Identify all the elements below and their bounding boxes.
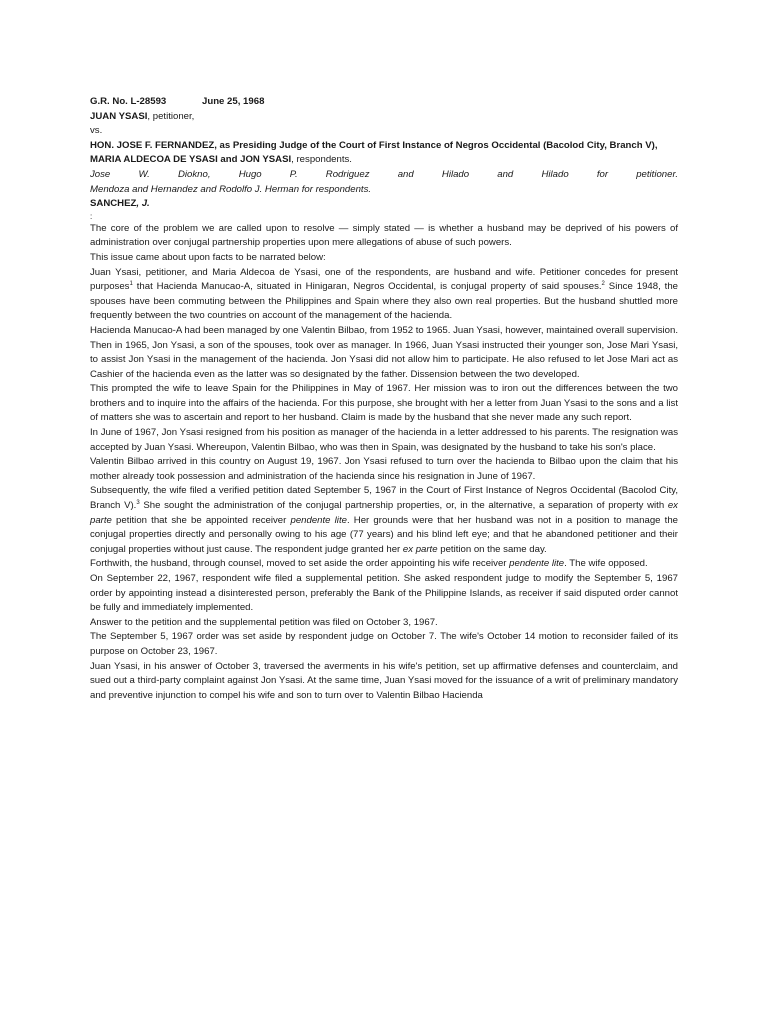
paragraph-2-text-c: Since 1948, the spouses have been commuting between the Philippines and Spain where they also own real properties. But the husband shuttled more frequently between the two countries on account of the management of the hacienda. — [90, 281, 678, 322]
latin-term: ex parte — [90, 500, 678, 526]
footnote-ref-1[interactable]: 1 — [129, 280, 133, 287]
ponente-title: , J. — [136, 198, 150, 210]
paragraph-9b: The September 5, 1967 order was set aside by respondent judge on October 7. The wife's October 14 motion to reconsider failed of its purpose on October 23, 1967. — [90, 631, 678, 657]
versus: vs. — [90, 125, 103, 137]
paragraph-5b: Valentin Bilbao arrived in this country on August 19, 1967. Jon Ysasi refused to turn over the hacienda to Bilbao upon the claim that his mother already took possession and administration of the hacienda since his resignation in June of 1967. — [90, 456, 678, 482]
respondent-judge-title: , as Presiding Judge of the Court of First Instance of Negros Occidental (Bacolod City, Branch V), — [214, 139, 658, 151]
counsel-word: Diokno, — [177, 168, 211, 180]
paragraph-2-text-b: that Hacienda Manucao-A, situated in Hinigaran, Negros Occidental, is conjugal property of said spouses. — [132, 281, 602, 293]
colon-mark: : — [90, 211, 93, 221]
counsel-word: P. — [289, 168, 298, 180]
counsel-word: for — [596, 168, 609, 180]
paragraph-6-text-b: She sought the administration of the conjugal partnership properties, or, in the alternative, a separation of property with — [139, 500, 668, 512]
ponente-name: SANCHEZ — [90, 198, 137, 210]
respondent-role: , respondents. — [291, 154, 352, 166]
case-number: G.R. No. L-28593 — [90, 96, 167, 107]
paragraph-2 — [90, 266, 678, 324]
paragraph-5: In June of 1967, Jon Ysasi resigned from his position as manager of the hacienda in a letter addressed to his parents. The resignation was accepted by Juan Ysasi. Whereupon, Valentin Bilbao, who was then in Spain, was designated by the husband to take his son's place. — [90, 427, 678, 453]
ponente-line — [90, 197, 678, 212]
counsel-word: Jose — [90, 168, 111, 180]
paragraph-6-text-c: petition that she be appointed receiver — [111, 514, 291, 526]
petitioner-name: JUAN YSASI — [90, 110, 148, 122]
case-header — [90, 95, 678, 110]
respondent-judge-name: HON. JOSE F. FERNANDEZ — [90, 139, 215, 151]
respondent-line-2 — [90, 153, 678, 168]
latin-term: ex parte — [402, 543, 438, 555]
case-date: June 25, 1968 — [202, 96, 265, 107]
paragraph-10: Juan Ysasi, in his answer of October 3, traversed the averments in his wife's petition, set up affirmative defenses and counterclaim, and sued out a third-party complaint against Jon Ysasi. At the same time, Juan Ysasi moved for the issuance of a writ of preliminary mandatory and preventive injunction to compel his wife and son to turn over to Valentin Bilbao Hacienda — [90, 660, 678, 701]
paragraph-6-text-e: petition on the same day. — [437, 543, 547, 555]
counsel-word: Hilado — [541, 168, 569, 180]
counsel-line-respondents: Mendoza and Hernandez and Rodolfo J. Herman for respondents. — [90, 183, 372, 195]
paragraph-6-text-a: Subsequently, the wife filed a verified petition dated September 5, 1967 in the Court of First Instance of Negros Occidental (Bacolod City, Branch V). — [90, 485, 678, 512]
respondent-names: MARIA ALDECOA DE YSASI and JON YSASI — [90, 154, 292, 166]
paragraph-6 — [90, 484, 678, 557]
decision-page — [90, 95, 678, 703]
paragraph-1b: This issue came about upon facts to be narrated below: — [90, 251, 326, 263]
petitioner-line — [90, 110, 678, 125]
paragraph-9: Answer to the petition and the supplemental petition was filed on October 3, 1967. — [90, 616, 438, 628]
counsel-word: Rodriguez — [325, 168, 370, 180]
counsel-word: and — [497, 168, 514, 180]
counsel-word: Hugo — [238, 168, 262, 180]
footnote-ref-3[interactable]: 3 — [136, 499, 140, 506]
respondent-line-1 — [90, 139, 678, 154]
paragraph-3: Hacienda Manucao-A had been managed by one Valentin Bilbao, from 1952 to 1965. Juan Ysasi, however, maintained overall supervision. Then in 1965, Jon Ysasi, a son of the spouses, took over as manager. In 1966, Juan Ysasi instructed their younger son, Jose Mari Ysasi, to assist Jon Ysasi in the management of the hacienda. Jon Ysasi did not allow him to participate. He also refused to let Jose Mari act as Cashier of the hacienda even as the latter was so designated by the father. Dissension between the two developed. — [90, 324, 678, 380]
latin-term: pendente lite — [290, 514, 347, 526]
footnote-ref-2[interactable]: 2 — [601, 280, 605, 287]
paragraph-2-text-a: Juan Ysasi, petitioner, and Maria Aldecoa de Ysasi, one of the respondents, are husband and wife. Petitioner concedes for present purposes — [90, 266, 678, 293]
counsel-word: Hilado — [441, 168, 470, 180]
counsel-word: W. — [138, 168, 150, 180]
counsel-word: petitioner. — [636, 168, 678, 180]
petitioner-role: , petitioner, — [147, 110, 195, 122]
paragraph-7-text-b: . The wife opposed. — [564, 558, 648, 570]
latin-term: pendente lite — [509, 558, 565, 570]
counsel-word: and — [397, 168, 414, 180]
paragraph-1: The core of the problem we are called upon to resolve — simply stated — is whether a husband may be deprived of his powers of administration over conjugal partnership properties upon mere allegations of abuse of such powers. — [90, 222, 678, 249]
counsel-line-petitioner — [90, 168, 678, 183]
paragraph-8: On September 22, 1967, respondent wife filed a supplemental petition. She asked respondent judge to modify the September 5, 1967 order by appointing instead a disinterested person, preferably the Bank of the Philippine Islands, as receiver if said disputed order cannot be fully and immediately implemented. — [90, 573, 678, 614]
paragraph-6-text-d: . Her grounds were that her husband was not in a position to manage the conjugal properties directly and personally owing to his age (77 years) and his blind left eye; and that he abandoned petitioner and their conjugal properties without just cause. The respondent judge granted her — [90, 514, 678, 555]
paragraph-7 — [90, 557, 678, 572]
paragraph-4: This prompted the wife to leave Spain for the Philippines in May of 1967. Her mission was to iron out the differences between the two brothers and to inquire into the affairs of the hacienda. For this purpose, she brought with her a letter from Juan Ysasi to the sons and a list of matters she was to ascertain and report to her husband. Claim is made by the husband that she never made any such report. — [90, 383, 678, 424]
paragraph-7-text-a: Forthwith, the husband, through counsel, moved to set aside the order appointing his wife receiver — [90, 558, 510, 570]
